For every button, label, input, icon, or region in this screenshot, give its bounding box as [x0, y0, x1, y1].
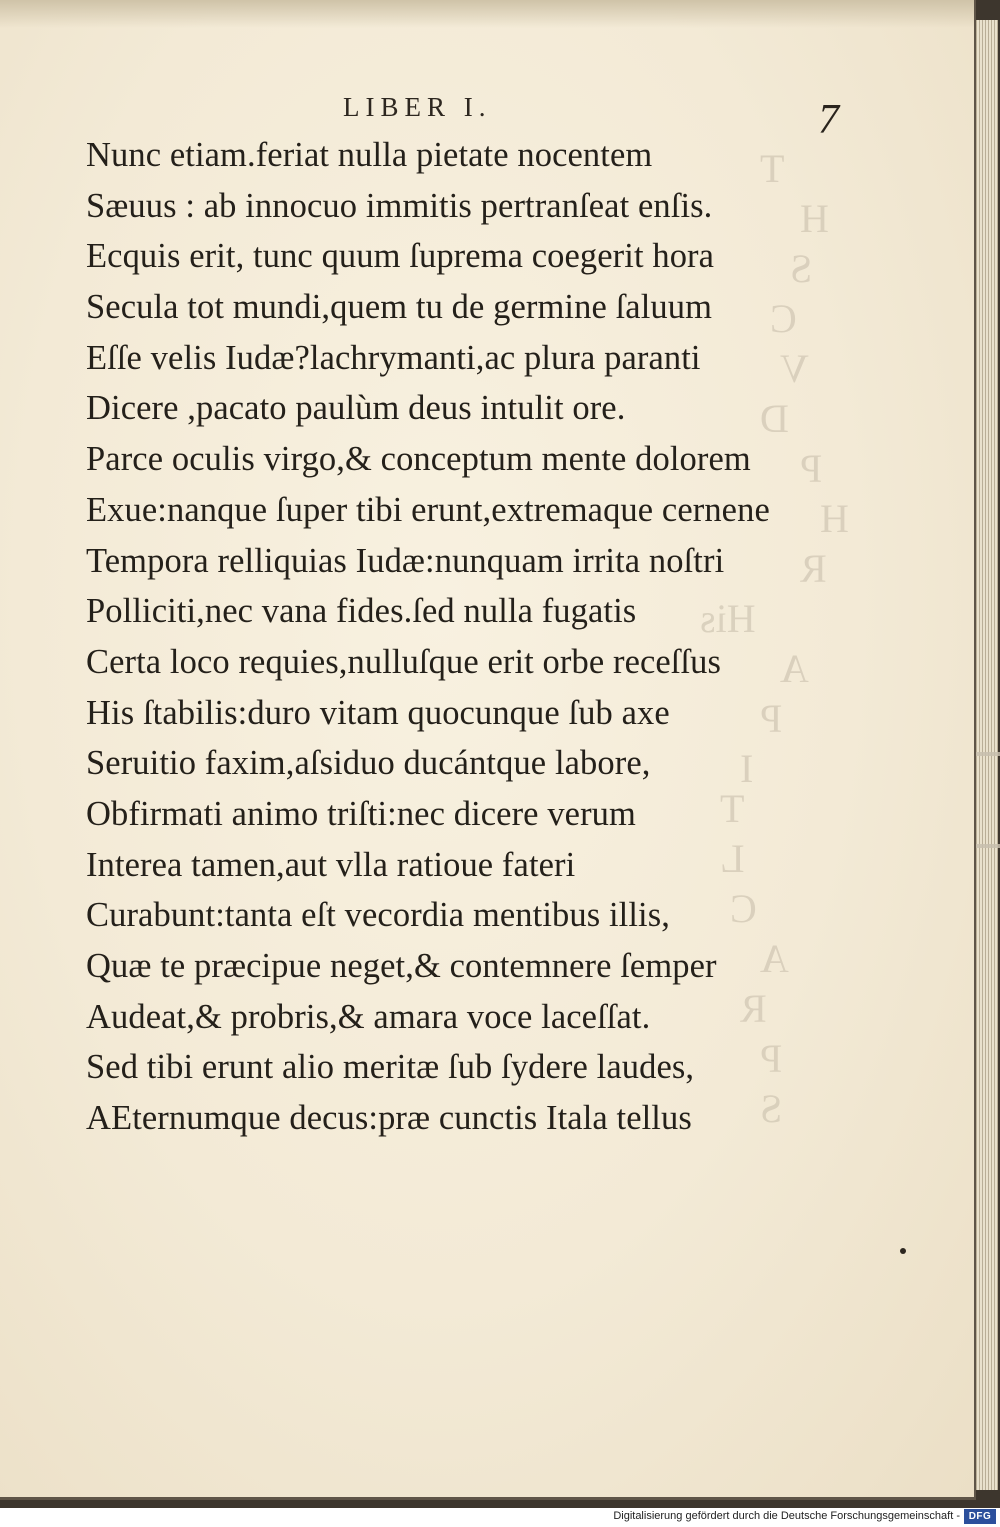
- verse-line: Sæuus : ab innocuo immitis pertranſeat enſis.: [86, 186, 713, 225]
- ghost-mark: H: [800, 196, 829, 241]
- verse-line: Nunc etiam.feriat nulla pietate nocentem: [86, 136, 653, 174]
- verse-line: Obfirmati animo triſti:nec dicere verum: [86, 794, 636, 833]
- verse-line: AEternumque decus:præ cunctis Itala tellus: [86, 1099, 692, 1138]
- running-head: LIBER I.: [343, 92, 492, 122]
- ghost-mark: D: [760, 396, 789, 441]
- verse-line: Eſſe velis Iudæ?lachrymanti,ac plura paranti: [86, 338, 701, 377]
- ink-speck: [900, 1248, 906, 1254]
- ghost-mark: R: [740, 986, 767, 1031]
- verse-line: Exue:nanque ſuper tibi erunt,extremaque cernene: [86, 490, 770, 529]
- ghost-mark: S: [760, 1086, 783, 1131]
- verse-line: Seruitio faxim,aſsiduo ducántque labore,: [86, 744, 651, 783]
- ghost-mark: P: [800, 446, 823, 491]
- verse-line: His ſtabilis:duro vitam quocunque ſub axe: [86, 693, 670, 732]
- page-top-shadow: [0, 0, 974, 28]
- ghost-mark: C: [770, 296, 797, 341]
- ghost-mark: V: [780, 346, 809, 391]
- verse-line: Tempora relliquias Iudæ:nunquam irrita noſtri: [86, 541, 725, 580]
- ghost-mark: A: [780, 646, 809, 691]
- verse-line: Quæ te præcipue neget,& contemnere ſemper: [86, 947, 717, 985]
- dfg-logo: DFG: [964, 1509, 996, 1524]
- ghost-mark: T: [760, 146, 785, 191]
- verse-line: Interea tamen,aut vlla ratioue fateri: [86, 845, 576, 884]
- ghost-mark: P: [760, 1036, 783, 1081]
- ghost-mark: L: [720, 836, 745, 881]
- verse-line: Ecquis erit, tunc quum ſuprema coegerit hora: [86, 237, 715, 276]
- footer-credit: Digitalisierung gefördert durch die Deutsche Forschungsgemeinschaft -: [613, 1510, 960, 1522]
- page-number: 7: [818, 97, 839, 143]
- ghost-mark: R: [800, 546, 827, 591]
- verse-line: Curabunt:tanta eſt vecordia mentibus illis,: [86, 896, 670, 935]
- ghost-mark: T: [720, 786, 745, 831]
- ghost-mark: C: [730, 886, 757, 931]
- ghost-mark: P: [760, 696, 783, 741]
- verse-line: Audeat,& probris,& amara voce laceſſat.: [86, 997, 651, 1036]
- verse-list: [86, 130, 856, 1144]
- ghost-mark: His: [700, 596, 756, 641]
- verse-line: Polliciti,nec vana fides.ſed nulla fugatis: [86, 592, 637, 631]
- verse-line: Parce oculis virgo,& conceptum mente dolorem: [86, 440, 751, 479]
- verse-line: Certa loco requies,nulluſque erit orbe receſſus: [86, 642, 722, 681]
- ghost-mark: I: [740, 746, 754, 791]
- ghost-mark: S: [790, 246, 813, 291]
- ghost-mark: H: [820, 496, 849, 541]
- verse-line: Sed tibi erunt alio meritæ ſub ſydere laudes,: [86, 1048, 695, 1087]
- verse-line: Dicere ,pacato paulùm deus intulit ore.: [86, 389, 626, 428]
- verse-line: Secula tot mundi,quem tu de germine ſaluum: [86, 288, 713, 327]
- ghost-mark: A: [760, 936, 789, 981]
